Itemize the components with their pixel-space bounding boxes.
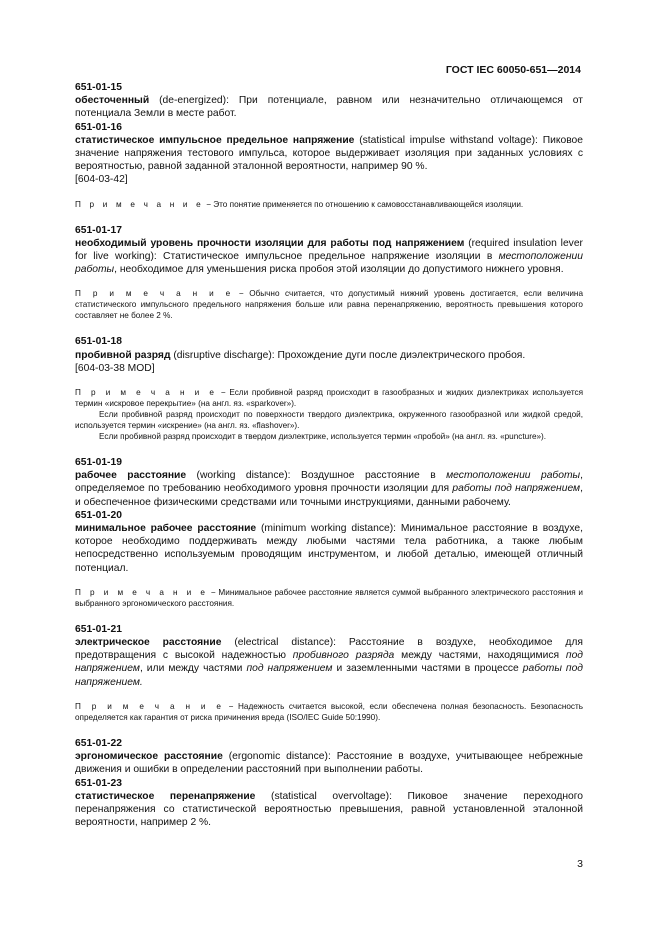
definition-text xyxy=(75,636,583,689)
note-label: П р и м е ч а н и е xyxy=(75,701,225,711)
term: пробивной разряд xyxy=(75,349,171,361)
note-text: − Это понятие применяется по отношению к самовосстанавливающейся изоляции. xyxy=(203,199,524,209)
definition-text xyxy=(75,790,583,830)
definition: (statistical overvoltage): Пиковое значение переходного перенапряжения со статистической вероятностью превышения, равной установленной эталонной вероятности, например 2 %. xyxy=(75,790,584,829)
definition-entry xyxy=(75,777,583,830)
entry-number: 651-01-19 xyxy=(75,457,122,469)
note xyxy=(75,199,583,210)
definition-entry xyxy=(75,623,583,723)
source-reference: [604-03-38 MOD] xyxy=(75,362,155,374)
definition-text xyxy=(75,94,583,120)
definition-text xyxy=(75,349,583,362)
note-text: − Минимальное рабочее расстояние является суммой выбранного электрического расстояния и выбранного эргономического расстояния. xyxy=(75,587,583,608)
definition: , необходимое для уменьшения риска пробоя этой изоляции до допустимого нижнего уровня. xyxy=(114,264,564,276)
definition-text xyxy=(75,522,583,575)
note-text: − Надежность считается высокой, если обеспечена полная безопасность. Безопасность определяется как гарантия от риска причинения вреда (ISO/IEC Guide 50:1990). xyxy=(75,701,584,722)
definition-italic: под напряжением xyxy=(246,663,333,675)
definition-italic: пробивного разряда xyxy=(292,650,395,662)
term: минимальное рабочее расстояние xyxy=(75,523,257,535)
definition-italic: работы под напряжением xyxy=(452,483,581,495)
page-number: 3 xyxy=(577,858,583,870)
term: электрическое расстояние xyxy=(75,637,222,649)
definition: (minimum working distance): Минимальное расстояние в воздухе, которое необходимо поддерживать между любыми частями тела работника, а также любым непосредственно используемым проводящим инструментом, и любой деталью, имеющей отличный потенциал. xyxy=(75,523,583,574)
term: эргономическое расстояние xyxy=(75,751,223,763)
definition: и заземленными частями в процессе xyxy=(332,663,523,675)
definition-italic: местоположении работы xyxy=(446,470,581,482)
definition-text xyxy=(75,469,583,509)
definition-italic: работы под напряжением. xyxy=(75,663,584,688)
definition-italic: под напряжением xyxy=(75,650,583,675)
term: статистическое перенапряжение xyxy=(75,790,256,802)
definition-entry xyxy=(75,456,583,509)
entry-number: 651-01-17 xyxy=(75,224,122,236)
term: статистическое импульсное предельное напряжение xyxy=(75,134,355,146)
definition: (disruptive discharge): Прохождение дуги после диэлектрического пробоя. xyxy=(170,349,526,361)
note-text: − Если пробивной разряд происходит в газообразных и жидких диэлектриках используется термин «искровое перекрытие» (на англ. яз. «sparkover»). xyxy=(75,388,583,409)
term: обесточенный xyxy=(75,95,150,107)
definition-entry xyxy=(75,737,583,777)
note xyxy=(75,587,583,609)
definition: между частями, находящимися xyxy=(394,650,566,662)
note-continuation: Если пробивной разряд происходит по поверхности твердого диэлектрика, окруженного газообразной или жидкой средой, используется термин «искрение» (на англ. яз. «flashover»). xyxy=(75,410,583,431)
entry-number: 651-01-18 xyxy=(75,336,122,348)
term: необходимый уровень прочности изоляции для работы под напряжением xyxy=(75,237,465,249)
definition-text xyxy=(75,237,583,277)
document-header: ГОСТ IEC 60050-651—2014 xyxy=(445,64,581,76)
entry-number: 651-01-15 xyxy=(75,82,122,93)
definition-text xyxy=(75,134,583,174)
definition: (statistical impulse withstand voltage): Пиковое значение напряжения тестового импульса, которое выдерживает изоляция при заданных условиях с вероятностью, равной заданной эталонной вероятности, например 90 %. xyxy=(75,134,584,173)
definition-text xyxy=(75,750,583,776)
entry-number: 651-01-23 xyxy=(75,777,122,789)
entry-number: 651-01-16 xyxy=(75,121,122,133)
definition-entry xyxy=(75,121,583,210)
definition: (working distance): Воздушное расстояние в xyxy=(186,470,447,482)
definition-entry xyxy=(75,509,583,609)
note xyxy=(75,288,583,321)
definition: , определяемое по требованию необходимого уровня прочности изоляции для xyxy=(75,470,583,495)
definition-entry xyxy=(75,335,583,442)
definition: , и обеспеченное физическими средствами или точными инструкциями, данными рабочему. xyxy=(75,483,583,508)
definition: (electrical distance): Расстояние в воздухе, необходимое для предотвращения с высокой надежностью xyxy=(75,637,583,662)
note-label: П р и м е ч а н и е xyxy=(75,289,234,299)
note-label: П р и м е ч а н и е xyxy=(75,388,218,398)
definition: (required insulation lever for live working): Статистическое импульсное предельное напряжение изоляции в xyxy=(75,237,583,263)
note xyxy=(75,387,583,409)
note xyxy=(75,701,583,723)
definition-entry xyxy=(75,224,583,322)
document-body xyxy=(75,81,583,829)
note-continuation: Если пробивной разряд происходит в твердом диэлектрике, используется термин «пробой» (на англ. яз. «puncture»). xyxy=(99,432,547,442)
note-label: П р и м е ч а н и е xyxy=(75,587,209,597)
definition-italic: местоположении работы xyxy=(75,251,583,276)
definition: , или между частями xyxy=(139,663,247,675)
note-label: П р и м е ч а н и е xyxy=(75,199,204,209)
definition: (de-energized): При потенциале, равном или незначительно отличающемся от потенциала Земли в месте работ. xyxy=(75,95,583,120)
definition-entry xyxy=(75,81,583,121)
entry-number: 651-01-22 xyxy=(75,737,122,749)
entry-number: 651-01-20 xyxy=(75,509,122,521)
term: рабочее расстояние xyxy=(75,470,187,482)
source-reference: [604-03-42] xyxy=(75,174,128,186)
entry-number: 651-01-21 xyxy=(75,623,122,635)
definition: (ergonomic distance): Расстояние в воздухе, учитывающее небрежные движения и ошибки в определении расстояний при выполнении работы. xyxy=(75,751,583,776)
note-text: − Обычно считается, что допустимый нижний уровень достигается, если величина статистического импульсного предельного напряжения больше или равна перенапряжению, вероятность превышения которого составляет не более 2 %. xyxy=(75,289,583,321)
